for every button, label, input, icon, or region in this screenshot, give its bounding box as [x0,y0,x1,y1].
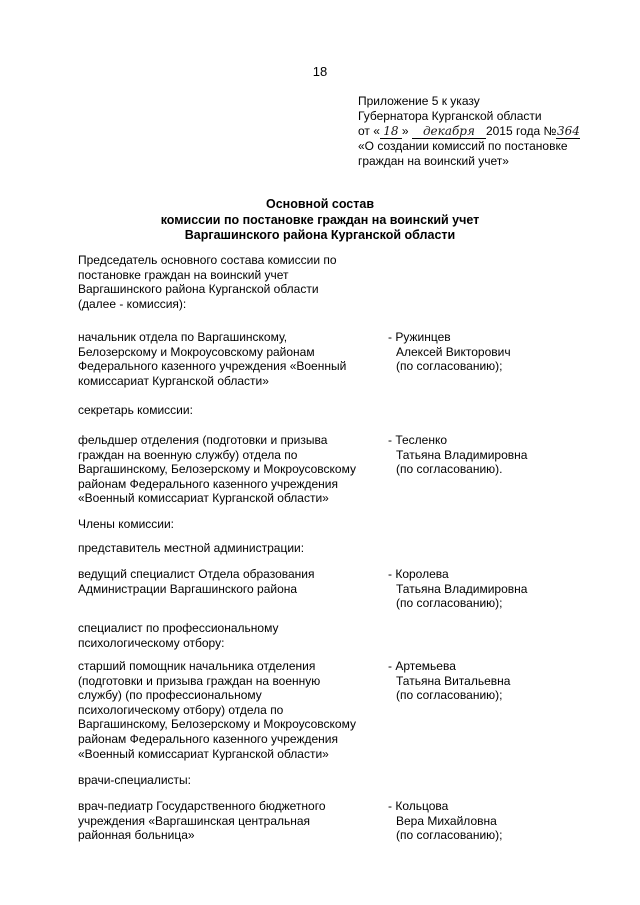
title-line-3: Варгашинского района Курганской области [184,228,456,242]
appendix-line-2: Губернатора Курганской области [358,109,542,123]
text-line: фельдшер отделения (подготовки и призыва [78,433,328,447]
page-number: 18 [312,64,328,79]
secretary-position [78,433,378,506]
members-header: Члены комиссии: [78,517,175,531]
text-line: ведущий специалист Отдела образования [78,567,315,581]
text-line: начальник отдела по Варгашинскому, [78,330,288,344]
secretary-header: секретарь комиссии: [78,403,193,417]
text-line: районам Федерального казенного учреждения [78,476,338,491]
secretary-person [388,433,618,477]
appendix-subject-1: «О создании комиссий по постановке [358,139,568,153]
person-name: Татьяна Владимировна [396,581,528,596]
text-line: «Военный комиссариат Курганской области» [78,746,329,761]
doctors-header: врачи-специалисты: [78,773,191,787]
appendix-date-line [358,124,614,139]
psych-header [78,621,378,650]
chairman-person [388,330,618,374]
person-name: Татьяна Владимировна [396,447,528,462]
text-line: Варгашинскому, Белозерскому и Мокроусовскому [78,717,356,732]
text-line: врач-педиатр Государственного бюджетного [78,799,326,813]
year-text: 2015 года № [485,124,557,138]
chairman-header [78,253,378,311]
text-line: граждан на военную службу) отдела по [78,447,298,462]
text-line: службу) (по профессиональному [78,688,262,703]
date-prefix: от « [358,124,380,138]
text-line: «Военный комиссариат Курганской области» [78,491,329,506]
person-surname: - Ружинцев [388,330,451,344]
document-title [0,197,640,244]
person-note: (по согласованию); [396,828,503,843]
handwritten-month: декабря [412,125,486,139]
person-name: Татьяна Витальевна [396,673,511,688]
psych-position [78,659,378,761]
appendix-line-1: Приложение 5 к указу [358,94,480,108]
person-name: Вера Михайловна [396,813,497,828]
person-note: (по согласованию). [396,462,503,477]
person-note: (по согласованию); [396,688,503,703]
text-line: (подготовки и призыва граждан на военную [78,673,321,688]
person-note: (по согласованию); [396,596,503,611]
chairman-position [78,330,378,388]
local-admin-person [388,567,618,611]
date-mid: » [401,124,409,138]
psych-person [388,659,618,703]
appendix-header [358,94,614,169]
local-admin-header: представитель местной администрации: [78,541,305,555]
handwritten-number: 364 [556,124,580,138]
text-line: (далее - комиссия): [78,296,187,311]
text-line: Варгашинского района Курганской области [78,282,319,297]
text-line: Белозерскому и Мокроусовскому районам [78,344,315,359]
person-surname: - Кольцова [388,799,449,813]
text-line: учреждения «Варгашинская центральная [78,813,311,828]
local-admin-position [78,567,378,596]
text-line: Федерального казенного учреждения «Военный [78,359,347,374]
appendix-subject-2: граждан на воинский учет» [358,154,509,168]
person-surname: - Тесленко [388,433,448,447]
text-line: комиссариат Курганской области» [78,373,269,388]
text-line: Администрации Варгашинского района [78,581,298,596]
pediatrician-position [78,799,378,843]
handwritten-day: 18 [380,125,402,139]
text-line: специалист по профессиональному [78,621,279,635]
title-line-1: Основной состав [265,197,375,211]
title-line-2: комиссии по постановке граждан на воинский учет [160,212,480,227]
pediatrician-person [388,799,618,843]
person-note: (по согласованию); [396,359,503,374]
text-line: психологическому отбору) отдела по [78,702,284,717]
text-line: Варгашинскому, Белозерскому и Мокроусовскому [78,462,356,477]
text-line: постановке граждан на воинский учет [78,267,289,282]
text-line: психологическому отбору: [78,635,225,650]
text-line: старший помощник начальника отделения [78,659,316,673]
person-surname: - Артемьева [388,659,456,673]
text-line: районная больница» [78,828,195,843]
text-line: районам Федерального казенного учреждения [78,731,338,746]
text-line: Председатель основного состава комиссии по [78,253,337,267]
person-name: Алексей Викторович [396,344,511,359]
person-surname: - Королева [388,567,449,581]
